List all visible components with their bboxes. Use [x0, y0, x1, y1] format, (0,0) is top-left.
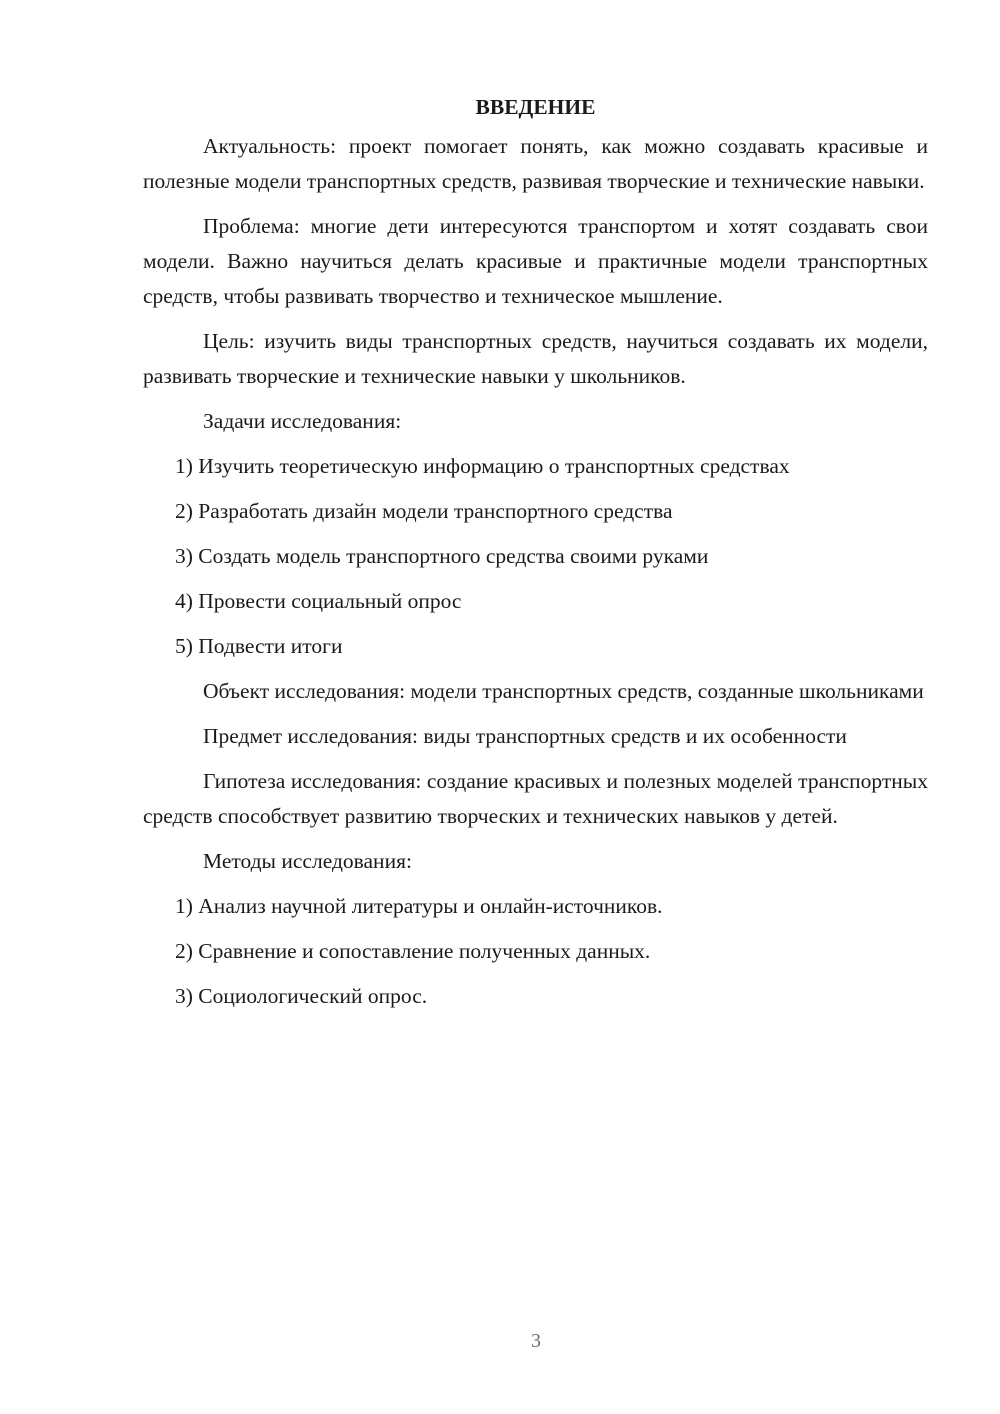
methods-label: Методы исследования: — [203, 849, 412, 873]
task-item: 2) Разработать дизайн модели транспортного средства — [175, 499, 673, 523]
hypothesis-paragraph: Гипотеза исследования: создание красивых и полезных моделей транспортных средств способствует развитию творческих и технических навыков у детей. — [143, 769, 928, 828]
problem-paragraph: Проблема: многие дети интересуются транспортом и хотят создавать свои модели. Важно научиться делать красивые и практичные модели транспортных средств, чтобы развивать творчество и техническое мышление. — [143, 214, 928, 308]
section-heading: ВВЕДЕНИЕ — [475, 95, 596, 119]
method-item: 1) Анализ научной литературы и онлайн-источников. — [175, 894, 663, 918]
page-number: 3 — [531, 1330, 541, 1352]
task-item: 3) Создать модель транспортного средства своими руками — [175, 544, 709, 568]
method-item: 3) Социологический опрос. — [175, 984, 428, 1008]
subject-paragraph: Предмет исследования: виды транспортных средств и их особенности — [203, 724, 847, 748]
relevance-paragraph: Актуальность: проект помогает понять, как можно создавать красивые и полезные модели транспортных средств, развивая творческие и технические навыки. — [143, 134, 928, 193]
object-paragraph: Объект исследования: модели транспортных средств, созданные школьниками — [203, 679, 924, 703]
method-item: 2) Сравнение и сопоставление полученных данных. — [175, 939, 651, 963]
goal-paragraph: Цель: изучить виды транспортных средств, научиться создавать их модели, развивать творческие и технические навыки у школьников. — [143, 329, 928, 388]
page-content — [143, 90, 928, 1024]
task-item: 4) Провести социальный опрос — [175, 589, 462, 613]
task-item: 5) Подвести итоги — [175, 634, 343, 658]
tasks-label: Задачи исследования: — [203, 409, 402, 433]
task-item: 1) Изучить теоретическую информацию о транспортных средствах — [175, 454, 790, 478]
